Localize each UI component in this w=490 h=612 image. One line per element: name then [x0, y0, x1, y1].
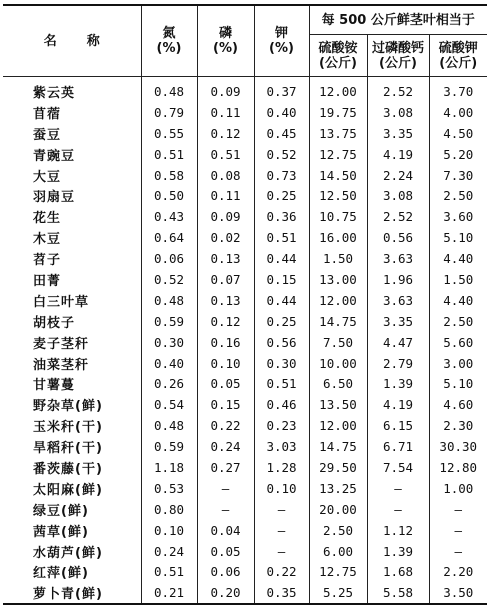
- phosphorus-cell: 0.12: [197, 311, 254, 332]
- phosphorus-cell: 0.13: [197, 290, 254, 311]
- superphosphate-cell: 3.35: [367, 123, 429, 144]
- ammonium-sulfate-cell: 29.50: [309, 457, 367, 478]
- potassium-sulfate-cell: 5.10: [429, 373, 487, 394]
- nitrogen-cell: 0.55: [141, 123, 197, 144]
- nitrogen-cell: 0.64: [141, 227, 197, 248]
- plant-name-cell: 紫云英: [3, 77, 141, 102]
- ammonium-sulfate-cell: 13.25: [309, 478, 367, 499]
- phosphorus-label: 磷: [218, 26, 232, 41]
- plant-name-cell: 白三叶草: [3, 290, 141, 311]
- superphosphate-unit: (公斤): [379, 55, 417, 71]
- superphosphate-cell: 2.24: [367, 165, 429, 186]
- plant-name-cell: 羽扇豆: [3, 185, 141, 206]
- table-row: [3, 457, 487, 478]
- potassium-cell: 0.46: [254, 394, 309, 415]
- potassium-cell: 0.45: [254, 123, 309, 144]
- ammonium-sulfate-cell: 13.50: [309, 394, 367, 415]
- potassium-unit: (%): [269, 41, 294, 56]
- phosphorus-cell: 0.06: [197, 561, 254, 582]
- phosphorus-cell: 0.02: [197, 227, 254, 248]
- superphosphate-cell: 2.79: [367, 353, 429, 374]
- potassium-cell: 0.15: [254, 269, 309, 290]
- ammonium-sulfate-cell: 12.75: [309, 144, 367, 165]
- potassium-sulfate-cell: 3.50: [429, 582, 487, 604]
- nitrogen-unit: (%): [156, 41, 182, 56]
- phosphorus-cell: 0.13: [197, 248, 254, 269]
- nitrogen-cell: 0.59: [141, 311, 197, 332]
- phosphorus-cell: 0.22: [197, 415, 254, 436]
- superphosphate-cell: 3.63: [367, 290, 429, 311]
- phosphorus-cell: —: [197, 499, 254, 520]
- plant-name-cell: 油菜茎秆: [3, 353, 141, 374]
- phosphorus-cell: 0.20: [197, 582, 254, 604]
- plant-name-cell: 青豌豆: [3, 144, 141, 165]
- ammonium-sulfate-cell: 5.25: [309, 582, 367, 604]
- superphosphate-cell: 3.63: [367, 248, 429, 269]
- plant-name-cell: 萝卜青(鲜): [3, 582, 141, 604]
- potassium-sulfate-cell: 5.60: [429, 332, 487, 353]
- nitrogen-cell: 0.24: [141, 541, 197, 562]
- potassium-cell: 1.28: [254, 457, 309, 478]
- ammonium-sulfate-cell: 20.00: [309, 499, 367, 520]
- potassium-cell: 0.22: [254, 561, 309, 582]
- ammonium-sulfate-cell: 14.75: [309, 436, 367, 457]
- plant-name-cell: 苜蓿: [3, 102, 141, 123]
- plant-name-cell: 番茨藤(干): [3, 457, 141, 478]
- nitrogen-column-header: [141, 5, 197, 77]
- superphosphate-label: 过磷酸钙: [371, 40, 424, 56]
- potassium-cell: 0.51: [254, 227, 309, 248]
- potassium-sulfate-cell: 2.20: [429, 561, 487, 582]
- ammonium-sulfate-cell: 13.75: [309, 123, 367, 144]
- phosphorus-cell: 0.16: [197, 332, 254, 353]
- potassium-cell: 0.30: [254, 353, 309, 374]
- plant-name-cell: 水葫芦(鲜): [3, 541, 141, 562]
- superphosphate-cell: —: [367, 478, 429, 499]
- potassium-sulfate-cell: 3.60: [429, 206, 487, 227]
- header-row-top: [3, 5, 487, 35]
- potassium-sulfate-cell: 5.10: [429, 227, 487, 248]
- nitrogen-cell: 0.48: [141, 415, 197, 436]
- nitrogen-cell: 0.48: [141, 290, 197, 311]
- phosphorus-cell: 0.07: [197, 269, 254, 290]
- ammonium-sulfate-cell: 19.75: [309, 102, 367, 123]
- potassium-cell: 0.56: [254, 332, 309, 353]
- ammonium-sulfate-unit: (公斤): [319, 55, 357, 71]
- table-row: [3, 227, 487, 248]
- phosphorus-cell: 0.12: [197, 123, 254, 144]
- table-row: [3, 290, 487, 311]
- table-row: [3, 248, 487, 269]
- potassium-sulfate-label: 硫酸钾: [438, 40, 478, 56]
- potassium-cell: 0.35: [254, 582, 309, 604]
- potassium-sulfate-cell: 1.50: [429, 269, 487, 290]
- ammonium-sulfate-cell: 12.00: [309, 77, 367, 102]
- potassium-sulfate-cell: 2.50: [429, 311, 487, 332]
- potassium-cell: 0.44: [254, 248, 309, 269]
- potassium-cell: 0.51: [254, 373, 309, 394]
- ammonium-sulfate-cell: 10.75: [309, 206, 367, 227]
- nitrogen-cell: 0.40: [141, 353, 197, 374]
- superphosphate-cell: 1.96: [367, 269, 429, 290]
- table-row: [3, 144, 487, 165]
- ammonium-sulfate-cell: 14.50: [309, 165, 367, 186]
- phosphorus-cell: 0.15: [197, 394, 254, 415]
- plant-name-cell: 胡枝子: [3, 311, 141, 332]
- superphosphate-cell: 1.39: [367, 541, 429, 562]
- table-row: [3, 102, 487, 123]
- nitrogen-label: 氮: [162, 26, 176, 41]
- superphosphate-cell: 3.35: [367, 311, 429, 332]
- superphosphate-cell: 2.52: [367, 77, 429, 102]
- nitrogen-cell: 0.51: [141, 561, 197, 582]
- phosphorus-cell: —: [197, 478, 254, 499]
- potassium-sulfate-cell: 4.40: [429, 290, 487, 311]
- nitrogen-cell: 0.53: [141, 478, 197, 499]
- plant-name-cell: 玉米秆(干): [3, 415, 141, 436]
- potassium-sulfate-cell: 3.70: [429, 77, 487, 102]
- name-header-char-1: 名: [43, 33, 57, 49]
- potassium-sulfate-cell: 5.20: [429, 144, 487, 165]
- potassium-sulfate-cell: 12.80: [429, 457, 487, 478]
- potassium-column-header: [254, 5, 309, 77]
- ammonium-sulfate-cell: 16.00: [309, 227, 367, 248]
- potassium-sulfate-cell: 30.30: [429, 436, 487, 457]
- table-body: [3, 77, 487, 605]
- potassium-sulfate-cell: —: [429, 541, 487, 562]
- potassium-sulfate-cell: —: [429, 499, 487, 520]
- potassium-sulfate-cell: 2.50: [429, 185, 487, 206]
- plant-name-cell: 麦子茎秆: [3, 332, 141, 353]
- superphosphate-cell: 1.12: [367, 520, 429, 541]
- name-column-header: [3, 5, 141, 77]
- potassium-cell: 0.37: [254, 77, 309, 102]
- ammonium-sulfate-cell: 12.00: [309, 415, 367, 436]
- nitrogen-cell: 0.26: [141, 373, 197, 394]
- nitrogen-cell: 0.48: [141, 77, 197, 102]
- nitrogen-cell: 0.21: [141, 582, 197, 604]
- superphosphate-cell: 7.54: [367, 457, 429, 478]
- plant-name-cell: 甘薯蔓: [3, 373, 141, 394]
- table-row: [3, 123, 487, 144]
- green-manure-nutrient-table: [3, 4, 487, 605]
- potassium-label: 钾: [274, 26, 288, 41]
- ammonium-sulfate-cell: 2.50: [309, 520, 367, 541]
- superphosphate-cell: 4.19: [367, 144, 429, 165]
- superphosphate-cell: 6.71: [367, 436, 429, 457]
- phosphorus-unit: (%): [213, 41, 238, 56]
- phosphorus-column-header: [197, 5, 254, 77]
- nitrogen-cell: 0.79: [141, 102, 197, 123]
- table-row: [3, 353, 487, 374]
- superphosphate-header: [367, 35, 429, 77]
- plant-name-cell: 红萍(鲜): [3, 561, 141, 582]
- ammonium-sulfate-cell: 13.00: [309, 269, 367, 290]
- nitrogen-cell: 0.43: [141, 206, 197, 227]
- table-row: [3, 582, 487, 604]
- phosphorus-cell: 0.08: [197, 165, 254, 186]
- ammonium-sulfate-header: [309, 35, 367, 77]
- superphosphate-cell: 0.56: [367, 227, 429, 248]
- phosphorus-cell: 0.27: [197, 457, 254, 478]
- potassium-cell: 0.40: [254, 102, 309, 123]
- phosphorus-cell: 0.11: [197, 102, 254, 123]
- nitrogen-cell: 0.54: [141, 394, 197, 415]
- plant-name-cell: 木豆: [3, 227, 141, 248]
- table-row: [3, 436, 487, 457]
- fertilizer-table-container: [3, 4, 487, 605]
- table-row: [3, 499, 487, 520]
- table-row: [3, 478, 487, 499]
- superphosphate-cell: 6.15: [367, 415, 429, 436]
- potassium-cell: 0.73: [254, 165, 309, 186]
- table-row: [3, 541, 487, 562]
- table-row: [3, 269, 487, 290]
- potassium-cell: 3.03: [254, 436, 309, 457]
- potassium-sulfate-cell: 4.00: [429, 102, 487, 123]
- plant-name-cell: 旱稻秆(干): [3, 436, 141, 457]
- potassium-sulfate-cell: —: [429, 520, 487, 541]
- potassium-cell: 0.25: [254, 311, 309, 332]
- potassium-sulfate-unit: (公斤): [439, 55, 478, 71]
- potassium-sulfate-cell: 4.50: [429, 123, 487, 144]
- nitrogen-cell: 0.06: [141, 248, 197, 269]
- table-row: [3, 520, 487, 541]
- potassium-cell: 0.44: [254, 290, 309, 311]
- ammonium-sulfate-cell: 14.75: [309, 311, 367, 332]
- table-row: [3, 561, 487, 582]
- nitrogen-cell: 0.52: [141, 269, 197, 290]
- potassium-sulfate-cell: 3.00: [429, 353, 487, 374]
- nitrogen-cell: 1.18: [141, 457, 197, 478]
- potassium-sulfate-cell: 7.30: [429, 165, 487, 186]
- phosphorus-cell: 0.05: [197, 541, 254, 562]
- ammonium-sulfate-cell: 10.00: [309, 353, 367, 374]
- potassium-sulfate-header: [429, 35, 487, 77]
- nitrogen-cell: 0.50: [141, 185, 197, 206]
- nitrogen-cell: 0.59: [141, 436, 197, 457]
- nitrogen-cell: 0.30: [141, 332, 197, 353]
- table-row: [3, 311, 487, 332]
- plant-name-cell: 绿豆(鲜): [3, 499, 141, 520]
- superphosphate-cell: 5.58: [367, 582, 429, 604]
- plant-name-cell: 蚕豆: [3, 123, 141, 144]
- potassium-sulfate-cell: 4.40: [429, 248, 487, 269]
- nitrogen-cell: 0.58: [141, 165, 197, 186]
- plant-name-cell: 野杂草(鲜): [3, 394, 141, 415]
- nitrogen-cell: 0.51: [141, 144, 197, 165]
- ammonium-sulfate-cell: 7.50: [309, 332, 367, 353]
- ammonium-sulfate-cell: 6.00: [309, 541, 367, 562]
- superphosphate-cell: 4.47: [367, 332, 429, 353]
- potassium-cell: 0.10: [254, 478, 309, 499]
- nitrogen-cell: 0.80: [141, 499, 197, 520]
- potassium-cell: 0.36: [254, 206, 309, 227]
- superphosphate-cell: 3.08: [367, 185, 429, 206]
- ammonium-sulfate-cell: 1.50: [309, 248, 367, 269]
- phosphorus-cell: 0.05: [197, 373, 254, 394]
- table-row: [3, 415, 487, 436]
- potassium-sulfate-cell: 2.30: [429, 415, 487, 436]
- potassium-cell: 0.23: [254, 415, 309, 436]
- potassium-cell: 0.52: [254, 144, 309, 165]
- potassium-sulfate-cell: 1.00: [429, 478, 487, 499]
- potassium-cell: —: [254, 541, 309, 562]
- plant-name-cell: 苕子: [3, 248, 141, 269]
- superphosphate-cell: —: [367, 499, 429, 520]
- phosphorus-cell: 0.11: [197, 185, 254, 206]
- table-row: [3, 77, 487, 102]
- plant-name-cell: 茜草(鲜): [3, 520, 141, 541]
- superphosphate-cell: 3.08: [367, 102, 429, 123]
- plant-name-cell: 大豆: [3, 165, 141, 186]
- phosphorus-cell: 0.09: [197, 77, 254, 102]
- name-header-char-2: 称: [86, 33, 100, 49]
- ammonium-sulfate-cell: 12.75: [309, 561, 367, 582]
- table-row: [3, 206, 487, 227]
- plant-name-cell: 太阳麻(鲜): [3, 478, 141, 499]
- plant-name-cell: 花生: [3, 206, 141, 227]
- superphosphate-cell: 2.52: [367, 206, 429, 227]
- phosphorus-cell: 0.09: [197, 206, 254, 227]
- plant-name-cell: 田菁: [3, 269, 141, 290]
- superphosphate-cell: 4.19: [367, 394, 429, 415]
- table-row: [3, 185, 487, 206]
- phosphorus-cell: 0.04: [197, 520, 254, 541]
- phosphorus-cell: 0.24: [197, 436, 254, 457]
- phosphorus-cell: 0.51: [197, 144, 254, 165]
- superphosphate-cell: 1.68: [367, 561, 429, 582]
- table-row: [3, 394, 487, 415]
- table-row: [3, 373, 487, 394]
- phosphorus-cell: 0.10: [197, 353, 254, 374]
- potassium-sulfate-cell: 4.60: [429, 394, 487, 415]
- ammonium-sulfate-label: 硫酸铵: [318, 40, 358, 56]
- table-row: [3, 332, 487, 353]
- ammonium-sulfate-cell: 12.00: [309, 290, 367, 311]
- ammonium-sulfate-cell: 12.50: [309, 185, 367, 206]
- table-row: [3, 165, 487, 186]
- nitrogen-cell: 0.10: [141, 520, 197, 541]
- potassium-cell: 0.25: [254, 185, 309, 206]
- potassium-cell: —: [254, 499, 309, 520]
- potassium-cell: —: [254, 520, 309, 541]
- equivalent-group-header: 每 500 公斤鲜茎叶相当于: [309, 5, 487, 35]
- superphosphate-cell: 1.39: [367, 373, 429, 394]
- ammonium-sulfate-cell: 6.50: [309, 373, 367, 394]
